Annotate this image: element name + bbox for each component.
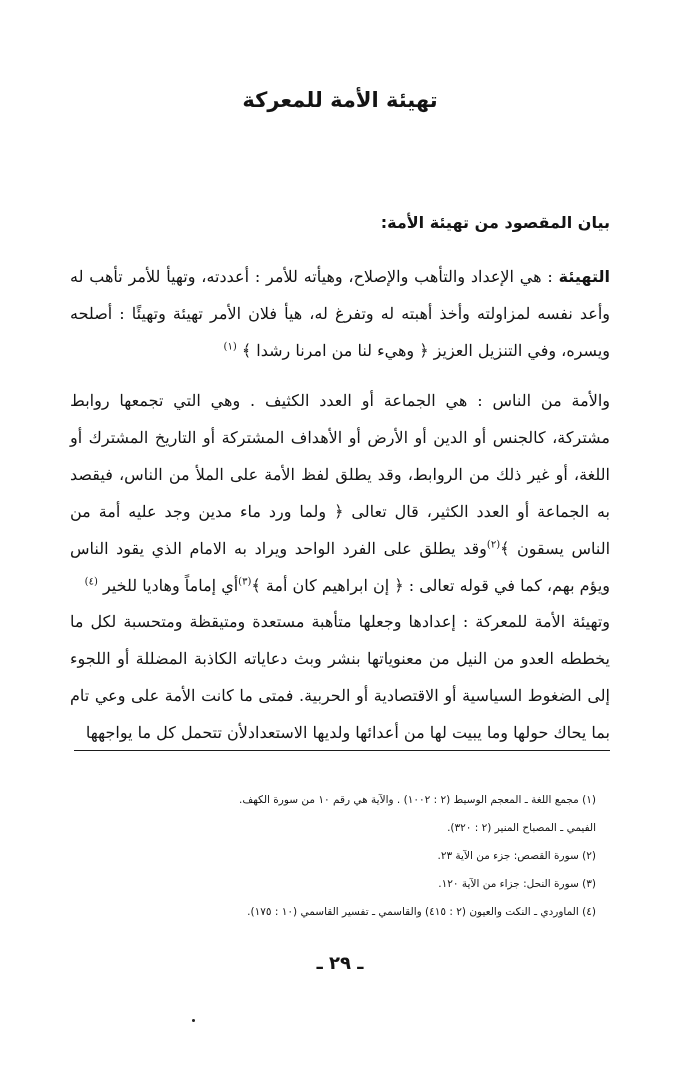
scan-speck: [192, 1019, 195, 1022]
paragraph-text: وتهيئة الأمة للمعركة : إعدادها وجعلها متأهبة مستعدة ومتيقظة ومتحسبة لكل ما يخططه العدو من النيل من معنوياتها بنشر وبث دعاياته الكاذبة المضللة أو اللجوء إلى الضغوط السياسية أو الاقتصادية أو الحربية. فمتى ما كانت الأمة على وعي تام بما يحاك حولها وما يبيت لها من أعدائها ولديها الاستعدادلأن تتحمل كل ما يواجهها: [70, 612, 610, 742]
footnote-item: (١) مجمع اللغة ـ المعجم الوسيط (٢ : ١٠٠٢) . والآية هي رقم ١٠ من سورة الكهف.: [238, 794, 596, 806]
paragraph-definition-umma: [70, 382, 610, 604]
footnote-item: الفيمي ـ المصباح المنير (٢ : ٣٢٠).: [447, 822, 596, 834]
paragraph-definition-tahyia: [70, 258, 610, 369]
paragraph-text: والأمة من الناس : هي الجماعة أو العدد الكثيف . وهي التي تجمعها روابط مشتركة، كالجنس أو الدين أو الأرض أو الأهداف المشتركة أو التاريخ المشترك أو اللغة، أو غير ذلك من الروابط، وقد يطلق لفظ الأمة على الملأ من الناس، فيقصد به الجماعة أو العدد الكثير، قال تعالى ﴿ ولما ورد ماء مدين وجد عليه أمة من الناس يسقون ﴾: [70, 391, 611, 558]
paragraph-text: وقد يطلق على الفرد الواحد ويراد به الامام الذي يقود الناس ويؤم بهم، كما في قوله تعالى : ﴿ إن ابراهيم كان أمة ﴾: [70, 539, 610, 595]
section-heading: بيان المقصود من تهيئة الأمة:: [380, 213, 610, 232]
defined-term: التهيئة: [558, 267, 610, 286]
footnote-ref-2: (٢): [486, 539, 501, 551]
footnote-ref-4: (٤): [84, 576, 98, 588]
paragraph-text: أي إماماً وهاديا للخير: [102, 576, 239, 595]
paragraph-preparing-nation: [70, 603, 610, 751]
paragraph-text: : هي الإعداد والتأهب والإصلاح، وهيأته للأمر : أعددته، وتهيأ للأمر تأهب له وأعد نفسه لمزاولته وأخذ أهبته له وتفرغ له، هيأ فلان الأمر تهيئة وتهيئًا : أصلحه ويسره، وفي التنزيل العزيز ﴿ وهيء لنا من امرنا رشدا ﴾: [70, 267, 610, 360]
footnote-item: (٤) الماوردي ـ النكت والعيون (٢ : ٤١٥) والقاسمي ـ تفسير القاسمي (١٠ : ١٧٥).: [247, 906, 596, 918]
footnote-ref-3: (٣): [238, 576, 252, 588]
footnote-divider: [74, 750, 610, 751]
footnotes-list: [56, 786, 596, 926]
page-title: تهيئة الأمة للمعركة: [242, 88, 438, 112]
page-number: ـ ٢٩ ـ: [316, 953, 364, 974]
footnote-ref-1: (١): [223, 341, 237, 353]
footnote-item: (٣) سورة النحل: جزاء من الآية ١٢٠.: [438, 878, 596, 890]
footnote-item: (٢) سورة القصص: جزء من الآية ٢٣.: [437, 850, 596, 862]
